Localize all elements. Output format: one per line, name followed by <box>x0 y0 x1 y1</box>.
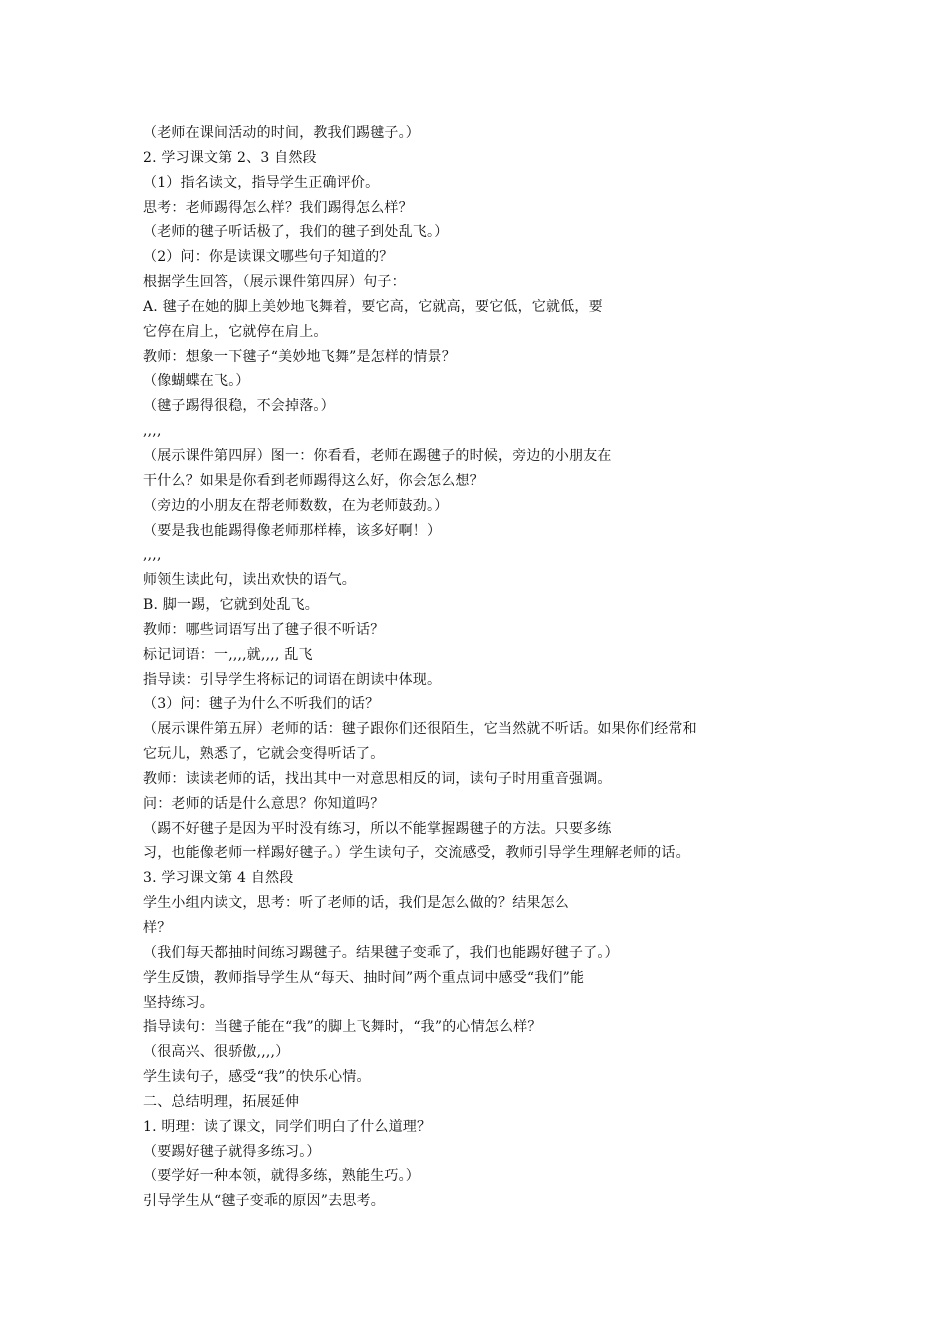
section-heading: 二、总结明理，拓展延伸 <box>143 1093 300 1110</box>
text-line: 学生小组内读文，思考：听了老师的话，我们是怎么做的？结果怎么 <box>143 895 569 912</box>
text-line: （老师的毽子听话极了，我们的毽子到处乱飞。） <box>143 224 449 241</box>
ellipsis-line: ,,,, <box>143 547 162 564</box>
text-line: （我们每天都抽时间练习踢毽子。结果毽子变乖了，我们也能踢好毽子了。） <box>143 944 619 961</box>
text-line: 教师：哪些词语写出了毽子很不听话？ <box>143 621 385 638</box>
text-line: 教师：读读老师的话，找出其中一对意思相反的词，读句子时用重音强调。 <box>143 770 612 787</box>
text-line: 问：老师的话是什么意思？你知道吗？ <box>143 795 385 812</box>
text-line: （很高兴、很骄傲,,,,） <box>143 1044 290 1061</box>
section-heading: 3. 学习课文第 4 自然段 <box>143 870 294 887</box>
text-line: （2）问：你是读课文哪些句子知道的？ <box>143 249 394 266</box>
text-line: 坚持练习。 <box>143 994 214 1011</box>
text-line: （要学好一种本领，就得多练，熟能生巧。） <box>143 1168 420 1185</box>
text-line: （1）指名读文，指导学生正确评价。 <box>143 174 380 191</box>
text-line: 师领生读此句，读出欢快的语气。 <box>143 572 356 589</box>
text-line: 习，也能像老师一样踢好毽子。）学生读句子，交流感受，教师引导学生理解老师的话。 <box>143 845 690 862</box>
text-line: 学生读句子，感受“我”的快乐心情。 <box>143 1069 371 1086</box>
text-line: （老师在课间活动的时间，教我们踢毽子。） <box>143 125 420 141</box>
text-line: （毽子踢得很稳，不会掉落。） <box>143 398 335 415</box>
text-line: （展示课件第四屏）图一：你看看，老师在踢毽子的时候，旁边的小朋友在 <box>143 447 612 464</box>
text-line: 标记词语：一,,,,就,,,, 乱飞 <box>143 646 313 663</box>
text-line: （踢不好毽子是因为平时没有练习，所以不能掌握踢毽子的方法。只要多练 <box>143 820 612 837</box>
text-line: 它停在肩上，它就停在肩上。 <box>143 323 328 340</box>
text-line: 指导读：引导学生将标记的词语在朗读中体现。 <box>143 671 442 688</box>
text-line: 引导学生从“毽子变乖的原因”去思考。 <box>143 1193 385 1210</box>
document-body <box>143 121 823 1214</box>
text-line: （像蝴蝶在飞。） <box>143 373 250 390</box>
text-line: （要是我也能踢得像老师那样棒，该多好啊！） <box>143 522 442 539</box>
text-line: 指导读句：当毽子能在“我”的脚上飞舞时，“我”的心情怎么样？ <box>143 1019 542 1036</box>
text-line: 教师：想象一下毽子“美妙地飞舞”是怎样的情景？ <box>143 348 456 365</box>
text-line: A. 毽子在她的脚上美妙地飞舞着，要它高，它就高，要它低，它就低，要 <box>143 298 603 315</box>
text-line: （要踢好毽子就得多练习。） <box>143 1143 321 1160</box>
text-line: （3）问：毽子为什么不听我们的话？ <box>143 696 380 713</box>
text-line: （旁边的小朋友在帮老师数数，在为老师鼓劲。） <box>143 497 449 514</box>
text-line: （展示课件第五屏）老师的话：毽子跟你们还很陌生，它当然就不听话。如果你们经常和 <box>143 721 697 738</box>
text-line: 思考：老师踢得怎么样？我们踢得怎么样？ <box>143 199 413 216</box>
section-heading: 2. 学习课文第 2、3 自然段 <box>143 149 317 166</box>
text-line: B. 脚一踢，它就到处乱飞。 <box>143 597 319 614</box>
text-line: 根据学生回答，（展示课件第四屏）句子： <box>143 274 406 291</box>
text-line: 样？ <box>143 920 172 936</box>
ellipsis-line: ,,,, <box>143 423 162 440</box>
text-line: 1. 明理：读了课文，同学们明白了什么道理？ <box>143 1118 432 1135</box>
text-line: 它玩儿，熟悉了，它就会变得听话了。 <box>143 746 385 763</box>
text-line: 干什么？如果是你看到老师踢得这么好，你会怎么想？ <box>143 472 484 489</box>
text-line: 学生反馈，教师指导学生从“每天、抽时间”两个重点词中感受“我们”能 <box>143 969 585 986</box>
